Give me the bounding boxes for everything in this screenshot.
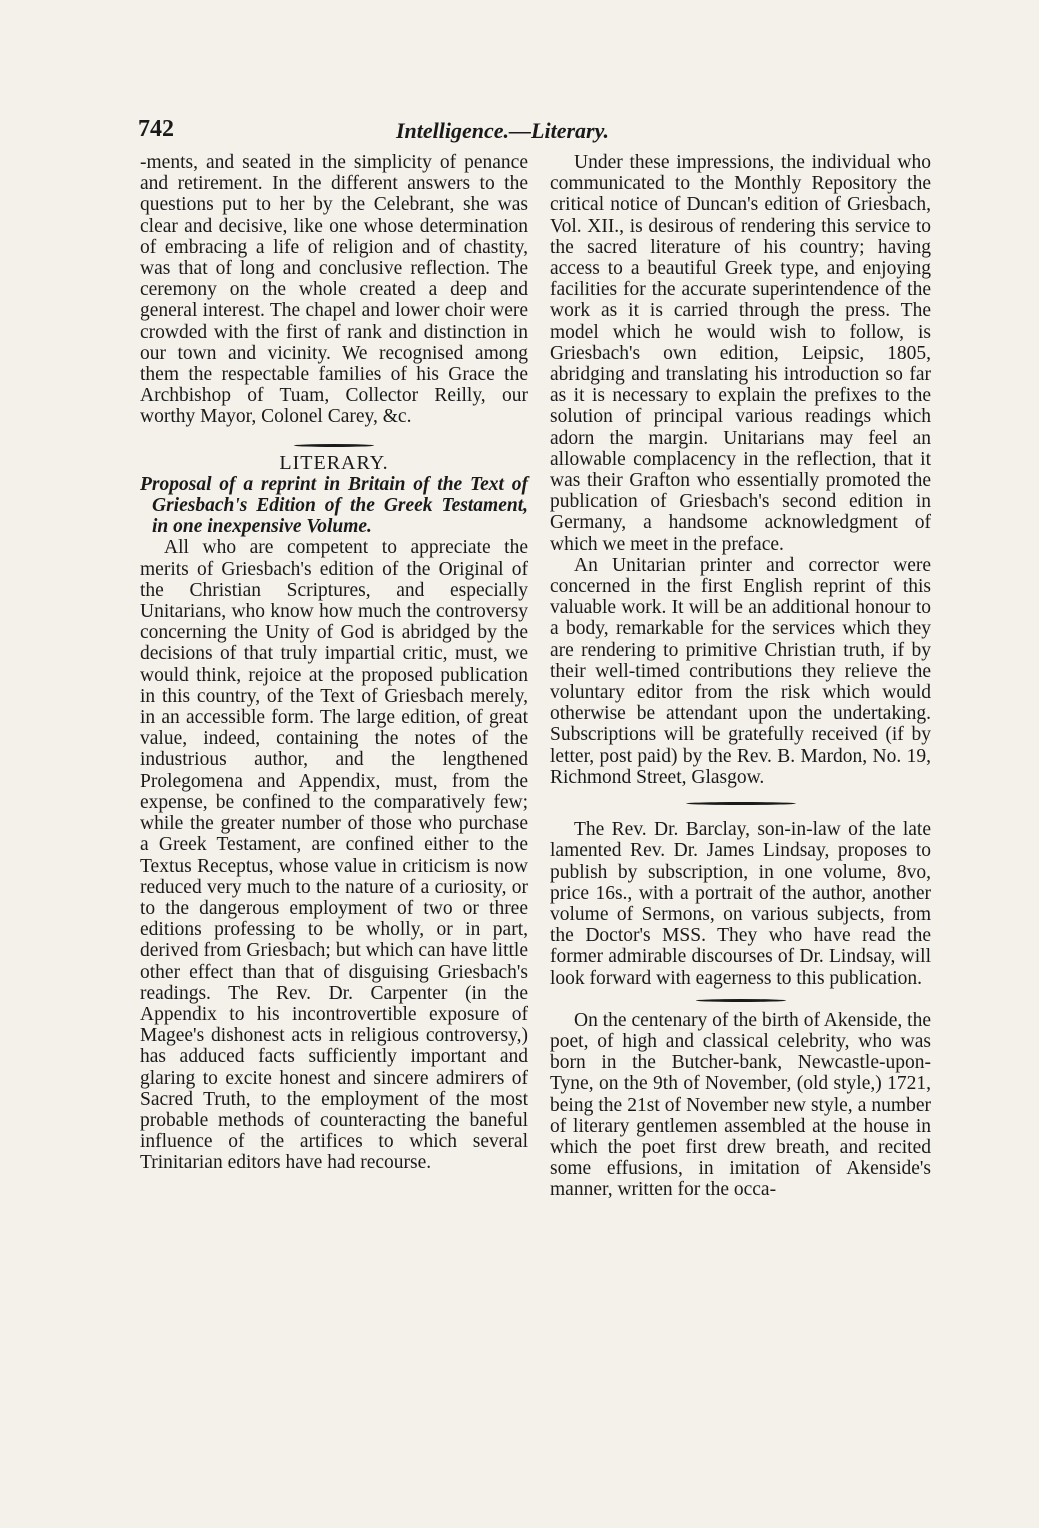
griesbach-edition-paragraph: Under these impressions, the individual who communicated to the Monthly Repository the critical notice of Duncan's edition of Griesbach, Vol. XII., is desirous of rendering this service to the sacred literature of his country; having access to a beautiful Greek type, and enjoying facilities for the accurate superintendence of the work as it is carried through the press. The model which he would wish to follow, is Griesbach's own edition, Leipsic, 1805, abridging and translating his introduction so far as it is necessary to explain the prefixes to the solution of principal various readings which adorn the margin. Unitarians may feel an allowable complacency in the reflection, that it was their Grafton who essentially promoted the publication of Griesbach's second edition in Germany, a handsome acknowledgment of which we meet in the preface. (550, 152, 931, 555)
page-header (138, 116, 938, 146)
section-divider (294, 444, 374, 447)
barclay-notice-paragraph: The Rev. Dr. Barclay, son-in-law of the late lamented Rev. Dr. James Lindsay, proposes to publish by subscription, in one volume, 8vo, price 16s., with a portrait of the author, another volume of Sermons, on various subjects, from the Doctor's MSS. They who have read the former admirable discourses of Dr. Lindsay, will look forward with eagerness to this publication. (550, 819, 931, 989)
section-heading-literary: LITERARY. (279, 451, 389, 474)
section-subtitle: Proposal of a reprint in Britain of the Text of Griesbach's Edition of the Greek Testament, in one inexpensive Volume. (140, 473, 528, 538)
notice-divider (696, 999, 786, 1002)
griesbach-proposal-paragraph: All who are competent to appreciate the merits of Griesbach's edition of the Original of the Christian Scriptures, and especially Unitarians, who know how much the controversy concerning the Unity of God is abridged by the decisions of that truly impartial critic, must, we would think, rejoice at the proposed publication in this country, of the Text of Griesbach merely, in an accessible form. The large edition, of great value, indeed, containing the notes of the industrious author, and the lengthened Prolegomena and Appendix, must, from the expense, be confined to the comparatively few; while the greater number of those who purchase a Greek Testament, are confined either to the Textus Receptus, whose value in criticism is now reduced very much to the nature of a curiosity, or to the dangerous employment of two or three editions professing to be wholly, or in part, derived from Griesbach; but which can have little other effect than that of disguising Griesbach's readings. The Rev. Dr. Carpenter (in the Appendix to his incontrovertible exposure of Magee's dishonest acts in religious controversy,) has adduced facts sufficiently important and glaring to excite honest and sincere admirers of Sacred Truth, to the employment of the most probable methods of counteracting the baneful influence of the artifices to which several Trinitarian editors have had recourse. (140, 537, 528, 1174)
left-column (140, 152, 528, 1174)
page-number: 742 (138, 116, 174, 142)
right-column (550, 152, 931, 1201)
running-title: Intelligence.—Literary. (396, 118, 610, 143)
subscription-paragraph: An Unitarian printer and corrector were concerned in the first English reprint of this valuable work. It will be an additional honour to a body, remarkable for the services which they are rendering to primitive Christian truth, if by their well-timed contributions they relieve the voluntary editor from the risk which would otherwise be attendant upon the undertaking. Subscriptions will be gratefully received (if by letter, post paid) by the Rev. B. Mardon, No. 19, Richmond Street, Glasgow. (550, 554, 931, 788)
intelligence-continuation-paragraph: -ments, and seated in the simplicity of penance and retirement. In the different answers to the questions put to her by the Celebrant, she was clear and decisive, like one whose determination of embracing a life of religion and of chastity, was that of long and conclusive reflection. The ceremony on the whole created a deep and general interest. The chapel and lower choir were crowded with the first of rank and distinction in our town and vicinity. We recognised among them the respectable families of his Grace the Archbishop of Tuam, Collector Reilly, our worthy Mayor, Colonel Carey, &c. (140, 152, 528, 428)
akenside-notice-paragraph: On the centenary of the birth of Akenside, the poet, of high and classical celebrity, who was born in the Butcher-bank, Newcastle-upon-Tyne, on the 9th of November, (old style,) 1721, being the 21st of November new style, a number of literary gentlemen assembled at the house in which the poet first drew breath, and recited some effusions, in imitation of Akenside's manner, written for the occa- (550, 1009, 931, 1201)
notice-divider (686, 802, 796, 805)
